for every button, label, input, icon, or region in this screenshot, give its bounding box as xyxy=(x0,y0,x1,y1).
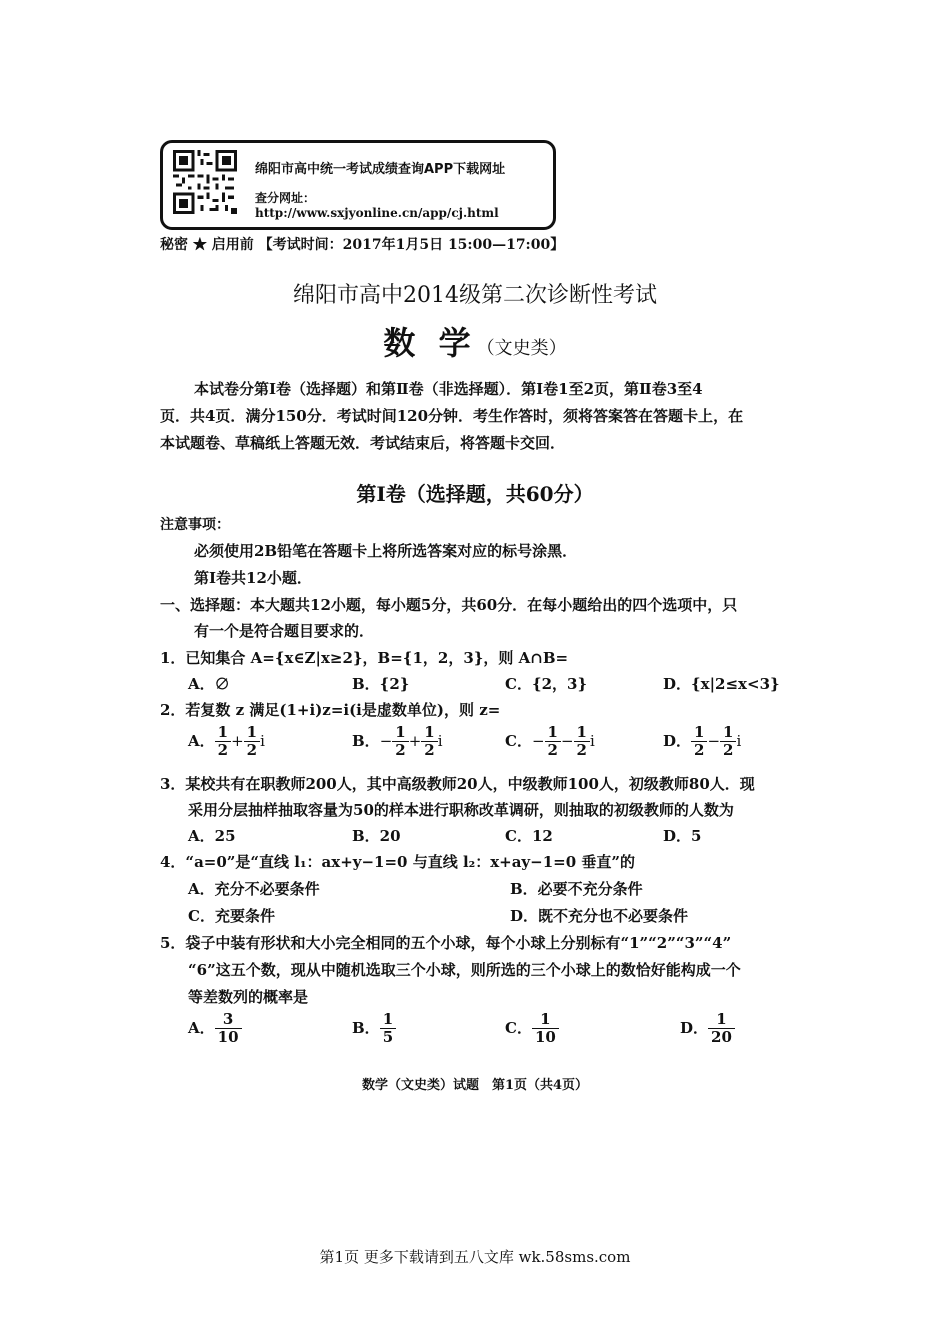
q1-option-a: A．∅ xyxy=(188,675,230,693)
q2-num: 1 xyxy=(392,724,408,742)
subject-title: 数 学 xyxy=(383,324,477,362)
qr-url: 查分网址：http://www.sxjyonline.cn/app/cj.html xyxy=(255,191,499,220)
q3-stem-line-2: 采用分层抽样抽取容量为50的样本进行职称改革调研，则抽取的初级教师的人数为 xyxy=(188,801,734,819)
q5-option-label: D． xyxy=(680,1018,709,1037)
q1-option-b: B．{2} xyxy=(352,675,410,693)
q2-den: 2 xyxy=(547,741,558,760)
q2-option-c xyxy=(505,724,595,760)
q2-num: 1 xyxy=(691,724,707,742)
q2-den: 2 xyxy=(217,741,229,760)
q5-den: 5 xyxy=(382,1028,394,1047)
exam-title: 绵阳市高中2014级第二次诊断性考试 xyxy=(293,283,657,308)
q2-den: 2 xyxy=(395,741,406,760)
q3-option-a: A．25 xyxy=(188,827,236,845)
q2-sign: − xyxy=(379,731,393,750)
subject-note: （文史类） xyxy=(476,338,567,359)
q5-den: 10 xyxy=(534,1028,556,1047)
q5-option-d xyxy=(680,1011,735,1047)
qr-code-icon xyxy=(173,150,237,214)
notes-heading: 注意事项： xyxy=(160,517,230,533)
q3-stem-line-1: 3．某校共有在职教师200人，其中高级教师20人，中级教师100人，初级教师80人．现 xyxy=(160,775,755,793)
q1-option-d: D．{x|2≤x<3} xyxy=(663,675,780,693)
q5-stem-line-1: 5．袋子中装有形状和大小完全相同的五个小球，每个小球上分别标有“1”“2”“3”“4” xyxy=(160,934,732,952)
subject-line xyxy=(0,318,950,364)
intro-line-2: 页．共4页．满分150分．考试时间120分钟．考生作答时，须将答案答在答题卡上，在 xyxy=(160,407,744,425)
q2-op: − xyxy=(560,731,574,750)
q5-num: 1 xyxy=(380,1011,396,1029)
q2-den: 2 xyxy=(694,741,705,760)
q2-option-a xyxy=(188,724,265,760)
section-title: 第Ⅰ卷（选择题，共60分） xyxy=(356,482,594,506)
q2-num: 1 xyxy=(244,724,260,742)
q2-stem: 2．若复数 z 满足(1+i)z=i(i是虚数单位)，则 z= xyxy=(160,701,501,719)
q5-option-label: C． xyxy=(505,1018,532,1037)
qr-header-box xyxy=(160,140,556,230)
q2-den: 2 xyxy=(246,741,258,760)
q2-op: + xyxy=(408,731,422,750)
q2-option-label: A． xyxy=(188,731,215,750)
note-2: 第Ⅰ卷共12小题． xyxy=(194,569,312,587)
q1-option-c: C．{2，3} xyxy=(505,675,588,693)
page-footer: 数学（文史类）试题 第1页（共4页） xyxy=(361,1078,589,1093)
q2-den: 2 xyxy=(424,741,435,760)
q5-den: 10 xyxy=(217,1028,239,1047)
q5-option-label: A． xyxy=(188,1018,215,1037)
q2-option-label: B． xyxy=(352,731,380,750)
q2-unit: i xyxy=(260,731,265,750)
q5-stem-line-2: “6”这五个数，现从中随机选取三个小球，则所选的三个小球上的数恰好能构成一个 xyxy=(188,961,741,979)
q3-option-c: C．12 xyxy=(505,827,553,845)
secret-line: 秘密 ★ 启用前 【考试时间：2017年1月5日 15:00—17:00】 xyxy=(160,237,565,253)
q4-stem: 4．“a=0”是“直线 l₁：ax+y−1=0 与直线 l₂：x+ay−1=0 垂直”的 xyxy=(160,853,636,871)
q2-den: 2 xyxy=(576,741,587,760)
q5-num: 1 xyxy=(708,1011,735,1029)
q2-option-b xyxy=(352,724,443,760)
q2-option-label: C． xyxy=(505,731,532,750)
q5-den: 20 xyxy=(711,1028,732,1047)
q5-num: 1 xyxy=(532,1011,559,1029)
q2-sign: − xyxy=(531,731,545,750)
q1-stem: 1．已知集合 A={x∈Z|x≥2}，B={1，2，3}，则 A∩B= xyxy=(160,649,569,667)
q5-option-b xyxy=(352,1011,396,1047)
qr-title: 绵阳市高中统一考试成绩查询APP下载网址 xyxy=(255,162,506,177)
q4-option-a: A．充分不必要条件 xyxy=(188,880,320,898)
q5-num: 3 xyxy=(215,1011,242,1029)
part-heading-line-2: 有一个是符合题目要求的． xyxy=(194,622,375,640)
q2-num: 1 xyxy=(215,724,231,742)
q4-option-d: D．既不充分也不必要条件 xyxy=(510,907,689,925)
q2-option-label: D． xyxy=(663,731,692,750)
site-footer: 第1页 更多下载请到五八文库 wk.58sms.com xyxy=(319,1248,631,1266)
q5-option-label: B． xyxy=(352,1018,380,1037)
q5-option-c xyxy=(505,1011,559,1047)
q3-option-d: D．5 xyxy=(663,827,702,845)
q2-den: 2 xyxy=(723,741,734,760)
q2-num: 1 xyxy=(720,724,736,742)
q4-option-b: B．必要不充分条件 xyxy=(510,880,643,898)
q4-option-c: C．充要条件 xyxy=(188,907,275,925)
q3-option-b: B．20 xyxy=(352,827,401,845)
q2-op: + xyxy=(231,731,244,750)
q2-num: 1 xyxy=(574,724,590,742)
q2-unit: i xyxy=(589,731,595,750)
q2-unit: i xyxy=(736,731,742,750)
q2-num: 1 xyxy=(421,724,437,742)
q2-unit: i xyxy=(437,731,443,750)
note-1: 必须使用2B铅笔在答题卡上将所选答案对应的标号涂黑． xyxy=(194,542,578,560)
part-heading-line-1: 一、选择题：本大题共12小题，每小题5分，共60分．在每小题给出的四个选项中，只 xyxy=(160,596,738,614)
q2-op: − xyxy=(707,731,721,750)
q5-stem-line-3: 等差数列的概率是 xyxy=(188,988,309,1006)
intro-line-3: 本试题卷、草稿纸上答题无效．考试结束后，将答题卡交回． xyxy=(160,434,566,452)
q2-option-d xyxy=(663,724,741,760)
q2-num: 1 xyxy=(545,724,561,742)
q5-option-a xyxy=(188,1011,242,1047)
intro-line-1: 本试卷分第Ⅰ卷（选择题）和第Ⅱ卷（非选择题）．第Ⅰ卷1至2页，第Ⅱ卷3至4 xyxy=(194,380,703,398)
